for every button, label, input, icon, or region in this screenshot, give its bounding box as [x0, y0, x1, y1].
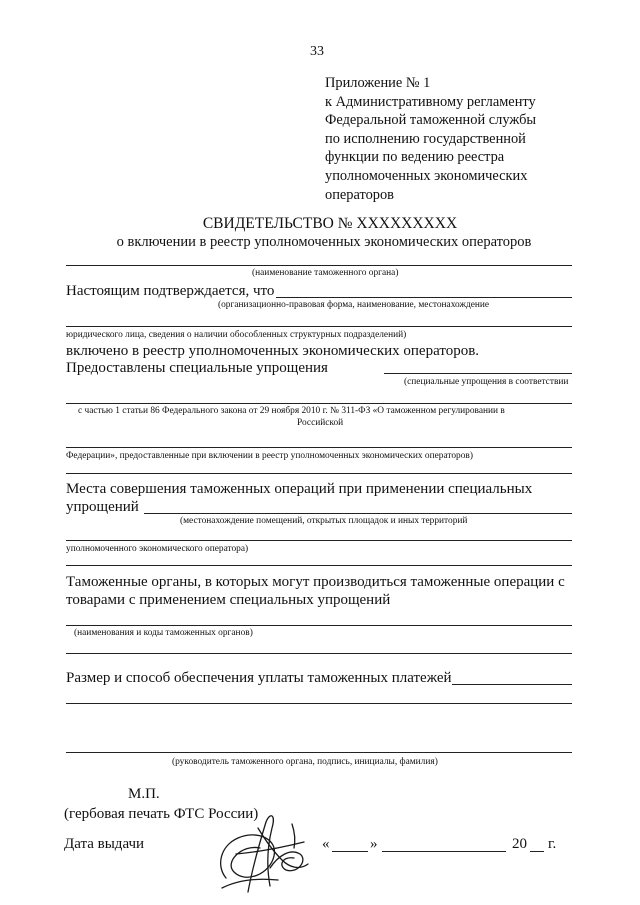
appendix-line: Федеральной таможенной службы	[325, 112, 537, 129]
fill-line	[276, 297, 572, 298]
appendix-line: уполномоченных экономических	[325, 167, 528, 184]
year-suffix: г.	[548, 836, 557, 852]
signature-graphic	[208, 808, 318, 900]
caption-federation: Федерации», предоставленные при включении в реестр уполномоченных экономических операторов)	[66, 451, 473, 461]
caption-operator: уполномоченного экономического оператора)	[66, 544, 249, 554]
appendix-line: функции по ведению реестра	[325, 149, 505, 166]
guarantee-text: Размер и способ обеспечения уплаты таможенных платежей	[66, 670, 452, 686]
customs-text-2: товарами с применением специальных упрощений	[66, 592, 391, 608]
fill-line	[66, 752, 572, 753]
fill-line	[66, 540, 572, 541]
caption-law-line1: с частью 1 статьи 86 Федерального закона от 29 ноября 2010 г. № 311-ФЗ «О таможенном регулировании в	[78, 406, 505, 416]
granted-text: Предоставлены специальные упрощения	[66, 360, 328, 376]
confirm-text: Настоящим подтверждается, что	[66, 283, 275, 299]
mp-label: М.П.	[128, 786, 160, 802]
fill-line	[452, 684, 572, 685]
fill-line	[66, 565, 572, 566]
places-text-1: Места совершения таможенных операций при применении специальных	[66, 481, 533, 497]
page-number: 33	[310, 44, 324, 59]
fill-line	[66, 326, 572, 327]
fill-line	[66, 447, 572, 448]
caption-law-line2: Российской	[297, 418, 344, 428]
document-title: СВИДЕТЕЛЬСТВО № XXXXXXXXX	[202, 215, 458, 232]
fill-line	[384, 373, 572, 374]
date-label: Дата выдачи	[64, 836, 145, 852]
caption-special-simplifications: (специальные упрощения в соответствии	[404, 377, 569, 387]
caption-org-form: (организационно-правовая форма, наименование, местонахождение	[218, 300, 490, 310]
fill-line	[66, 265, 572, 266]
caption-customs-names: (наименования и коды таможенных органов)	[74, 628, 253, 638]
caption-customs-body: (наименование таможенного органа)	[252, 268, 399, 278]
date-day-line	[332, 851, 368, 852]
appendix-line: по исполнению государственной	[325, 130, 526, 147]
customs-text-1: Таможенные органы, в которых могут производиться таможенные операции с	[66, 574, 565, 590]
caption-legal-entity: юридического лица, сведения о наличии обособленных структурных подразделений)	[66, 330, 407, 340]
document-subtitle: о включении в реестр уполномоченных экономических операторов	[116, 234, 532, 250]
date-year-line	[530, 851, 544, 852]
quote-close: »	[370, 836, 378, 852]
year-prefix: 20	[512, 836, 527, 852]
included-text: включено в реестр уполномоченных экономических операторов.	[66, 343, 480, 359]
seal-label: (гербовая печать ФТС России)	[64, 806, 259, 822]
fill-line	[66, 473, 572, 474]
appendix-block	[325, 74, 536, 204]
quote-open: «	[322, 836, 330, 852]
caption-head: (руководитель таможенного органа, подпись, инициалы, фамилия)	[172, 757, 438, 767]
fill-line	[66, 625, 572, 626]
date-month-line	[382, 851, 506, 852]
fill-line	[144, 513, 572, 514]
fill-line	[66, 653, 572, 654]
appendix-line: к Административному регламенту	[325, 93, 536, 110]
appendix-line: Приложение № 1	[325, 75, 431, 91]
fill-line	[66, 703, 572, 704]
fill-line	[66, 403, 572, 404]
caption-premises: (местонахождение помещений, открытых площадок и иных территорий	[180, 516, 468, 526]
places-text-2: упрощений	[66, 499, 139, 515]
appendix-line: операторов	[325, 186, 394, 203]
